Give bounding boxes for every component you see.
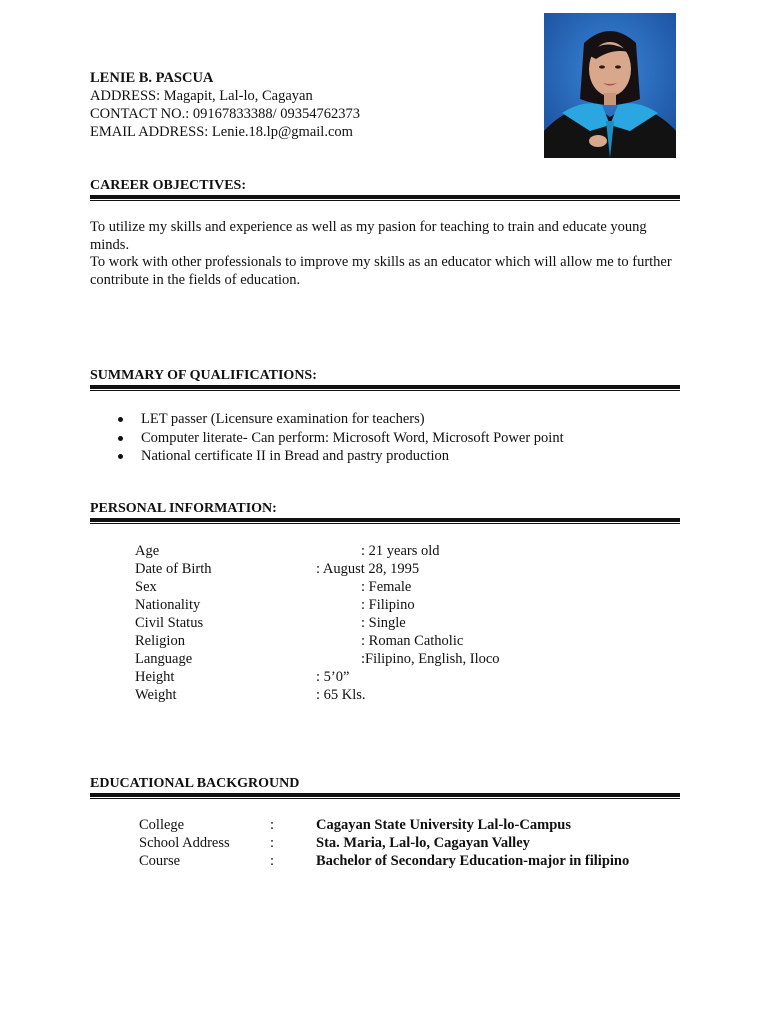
address-line: ADDRESS: Magapit, Lal-lo, Cagayan	[90, 88, 313, 104]
education-value: Cagayan State University Lal-lo-Campus	[316, 817, 571, 833]
personal-label: Date of Birth	[135, 561, 212, 577]
education-value: Bachelor of Secondary Education-major in filipino	[316, 853, 630, 869]
list-item	[90, 410, 564, 429]
personal-value: : August 28, 1995	[316, 561, 420, 577]
applicant-name: LENIE B. PASCUA	[90, 70, 214, 86]
personal-label: Age	[135, 543, 160, 559]
bullet-icon	[118, 454, 123, 459]
personal-label: Height	[135, 669, 175, 685]
education-separator: :	[270, 853, 275, 869]
personal-information-heading: PERSONAL INFORMATION:	[90, 501, 277, 516]
education-heading: EDUCATIONAL BACKGROUND	[90, 776, 300, 791]
section-divider	[90, 195, 680, 201]
bullet-icon	[118, 417, 123, 422]
section-divider	[90, 385, 680, 391]
qualifications-heading: SUMMARY OF QUALIFICATIONS:	[90, 368, 317, 383]
list-item	[90, 429, 564, 448]
education-label: Course	[139, 853, 181, 869]
personal-value: : Female	[361, 579, 412, 595]
personal-label: Religion	[135, 633, 185, 649]
personal-label: Nationality	[135, 597, 201, 613]
personal-value: : Roman Catholic	[361, 633, 464, 649]
personal-label: Language	[135, 651, 193, 667]
objective-paragraph: To work with other professionals to improve my skills as an educator which will allow me to further contribute in the fields of education.	[90, 254, 672, 288]
bullet-icon	[118, 436, 123, 441]
qualification-text: LET passer (Licensure examination for teachers)	[141, 411, 425, 427]
qualification-text: Computer literate- Can perform: Microsoft Word, Microsoft Power point	[141, 429, 564, 446]
section-divider	[90, 793, 680, 799]
personal-value: : Filipino	[361, 597, 415, 613]
personal-value: : 65 Kls.	[316, 687, 366, 703]
email-line: EMAIL ADDRESS: Lenie.18.lp@gmail.com	[90, 124, 353, 140]
personal-value: : Single	[361, 615, 406, 631]
education-label: College	[139, 817, 185, 833]
personal-value: : 5’0”	[316, 669, 350, 685]
contact-line: CONTACT NO.: 09167833388/ 09354762373	[90, 106, 361, 122]
personal-label: Civil Status	[135, 615, 204, 631]
personal-label: Weight	[135, 687, 177, 703]
education-label: School Address	[139, 835, 230, 851]
education-separator: :	[270, 817, 275, 833]
career-objectives-heading: CAREER OBJECTIVES:	[90, 178, 246, 193]
objective-paragraph: To utilize my skills and experience as well as my pasion for teaching to train and educate young minds.	[90, 219, 647, 253]
education-separator: :	[270, 835, 275, 851]
personal-value: : 21 years old	[361, 543, 440, 559]
personal-label: Sex	[135, 579, 157, 595]
section-divider	[90, 518, 680, 524]
education-value: Sta. Maria, Lal-lo, Cagayan Valley	[316, 835, 530, 851]
qualifications-list	[90, 410, 564, 466]
qualification-text: National certificate II in Bread and pastry production	[141, 448, 450, 464]
personal-value: :Filipino, English, Iloco	[361, 651, 500, 667]
list-item	[90, 447, 564, 466]
applicant-photo	[544, 13, 676, 158]
